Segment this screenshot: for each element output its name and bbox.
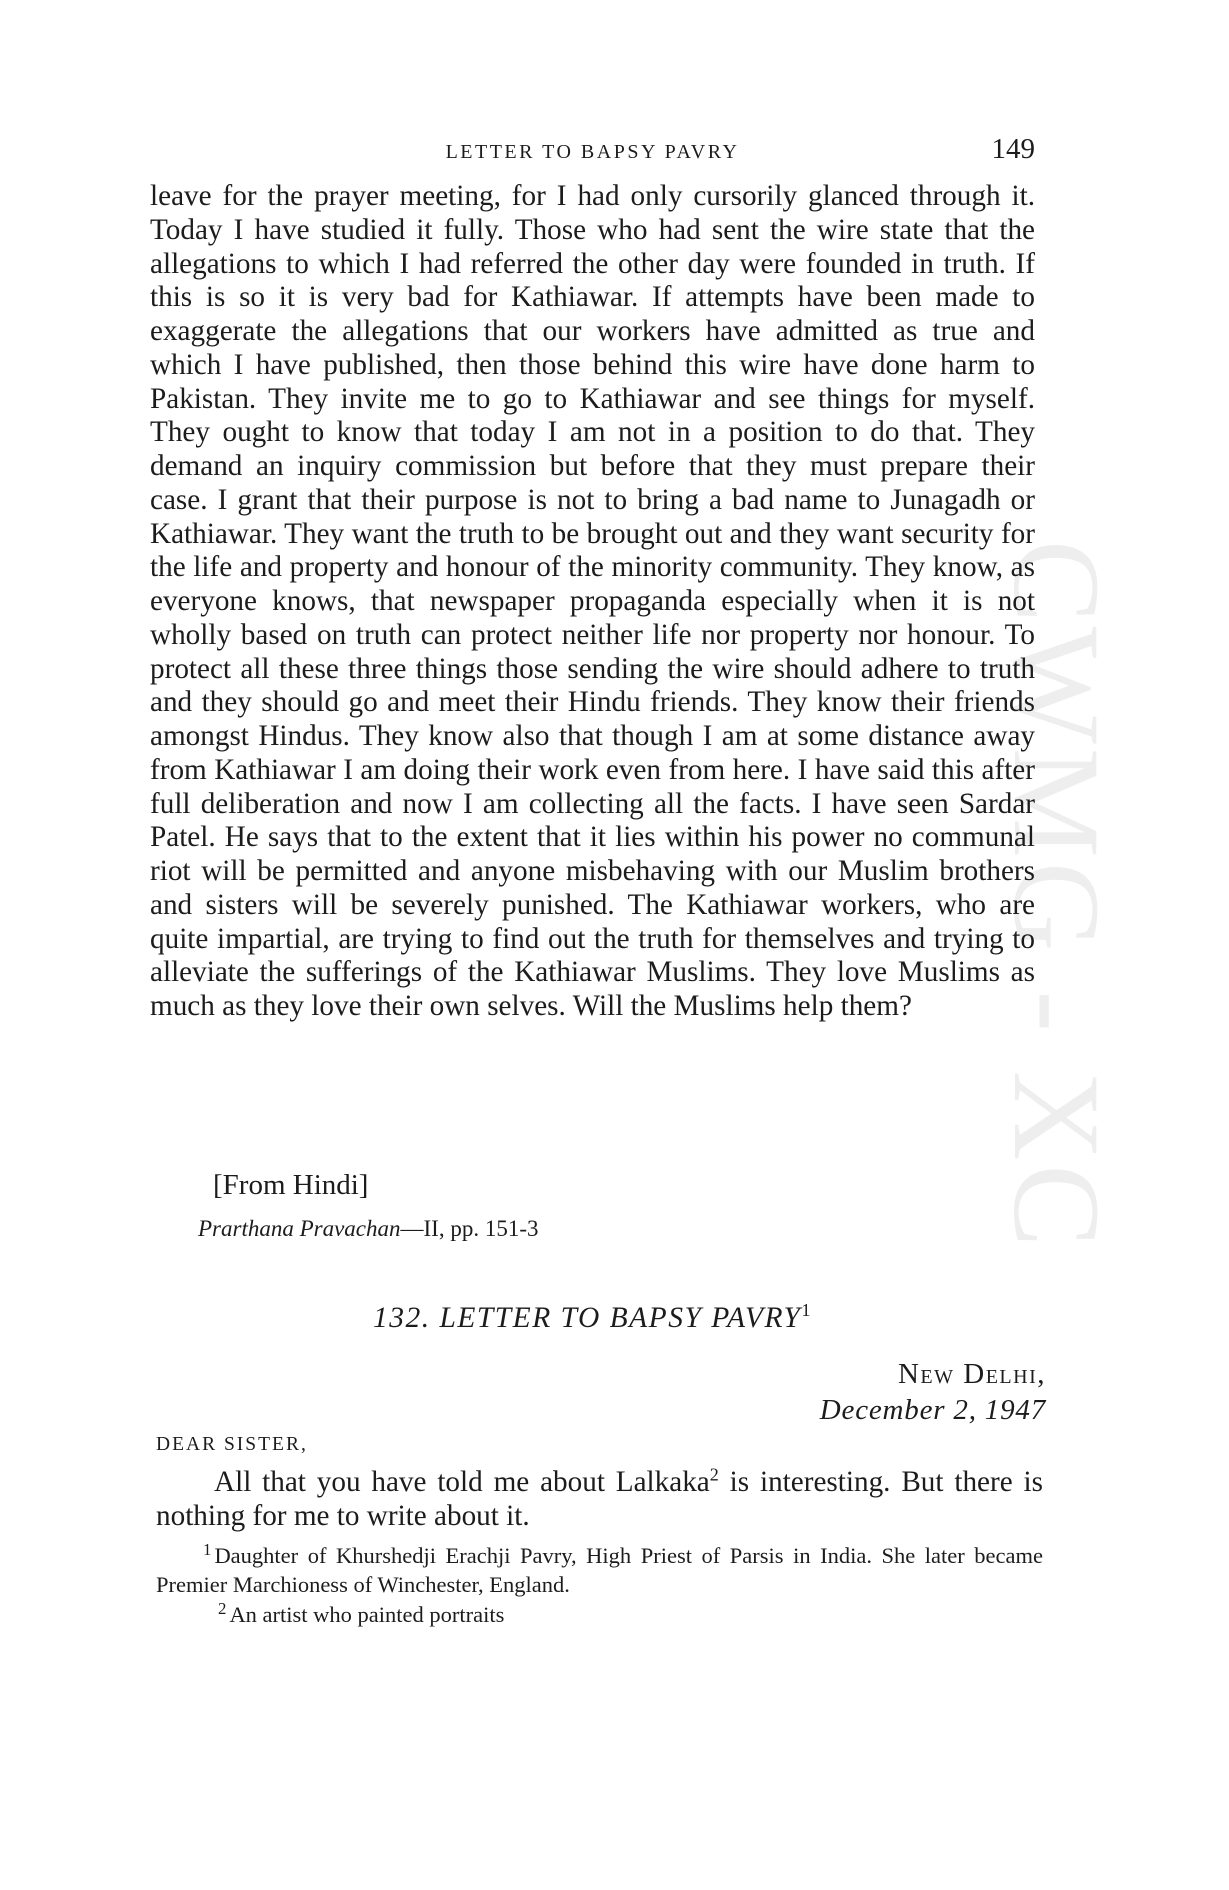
letter-text-start: All that you have told me about Lalkaka <box>214 1466 710 1498</box>
footnote-1 <box>156 1541 1043 1599</box>
page-number: 149 <box>991 133 1035 165</box>
letter-place: New Delhi, <box>897 1358 1046 1390</box>
source-title: Prarthana Pravachan <box>198 1216 401 1241</box>
footnote-text: An artist who painted portraits <box>229 1602 505 1627</box>
letter-date: December 2, 1947 <box>819 1394 1046 1426</box>
body-paragraph: leave for the prayer meeting, for I had only cursorily glanced through it. Today I have studied it fully. Those who had sent the wire state that the allegations to which I had referred the other day were founded in truth. If this is so it is very bad for Kathiawar. If attempts have been made to exaggerate the allegations that our workers have admitted as true and which I have published, then those behind this wire have done harm to Pakistan. They invite me to go to Kathiawar and see things for myself. They ought to know that today I am not in a position to do that. They demand an inquiry commission but before that they must prepare their case. I grant that their purpose is not to bring a bad name to Junagadh or Kathiawar. They want the truth to be brought out and they want security for the life and property and honour of the minority community. They know, as everyone knows, that newspaper propaganda especially when it is not wholly based on truth can protect neither life nor property nor honour. To protect all these three things those sending the wire should adhere to truth and they should go and meet their Hindu friends. They know their friends amongst Hindus. They know also that though I am at some distance away from Kathiawar I am doing their work even from here. I have said this after full deliberation and now I am collecting all the facts. I have seen Sardar Patel. He says that to the extent that it lies within his power no communal riot will be permitted and anyone misbehaving with our Muslim brothers and sisters will be severely punished. The Kathiawar workers, who are quite impartial, are trying to find out the truth for themselves and trying to alleviate the sufferings of the Kathiawar Muslims. They love Muslims as much as they love their own selves. Will the Muslims help them? <box>150 180 1035 1022</box>
running-header <box>150 133 1035 167</box>
footnote-ref-1: 1 <box>801 1300 813 1321</box>
footnote-number: 2 <box>218 1598 227 1618</box>
footnote-2 <box>156 1600 1043 1629</box>
watermark-text: CWMG - XC <box>988 540 1125 1252</box>
source-pages: —II, pp. 151-3 <box>400 1216 539 1241</box>
letter-text-end: is interesting. But there is nothing for me to write about it. <box>156 1466 1043 1532</box>
running-title: LETTER TO BAPSY PAVRY <box>445 141 740 163</box>
footnote-number: 1 <box>203 1539 212 1559</box>
document-heading-text: 132. LETTER TO BAPSY PAVRY <box>372 1302 802 1334</box>
salutation: DEAR SISTER, <box>156 1434 308 1455</box>
letter-body <box>156 1465 1043 1533</box>
source-citation <box>198 1216 539 1242</box>
footnote-ref-2: 2 <box>709 1464 719 1485</box>
document-heading <box>150 1302 1035 1335</box>
source-language-note: [From Hindi] <box>213 1169 369 1201</box>
footnote-text: Daughter of Khurshedji Erachji Pavry, High Priest of Parsis in India. She later became Premier Marchioness of Winchester, England. <box>156 1543 1043 1597</box>
